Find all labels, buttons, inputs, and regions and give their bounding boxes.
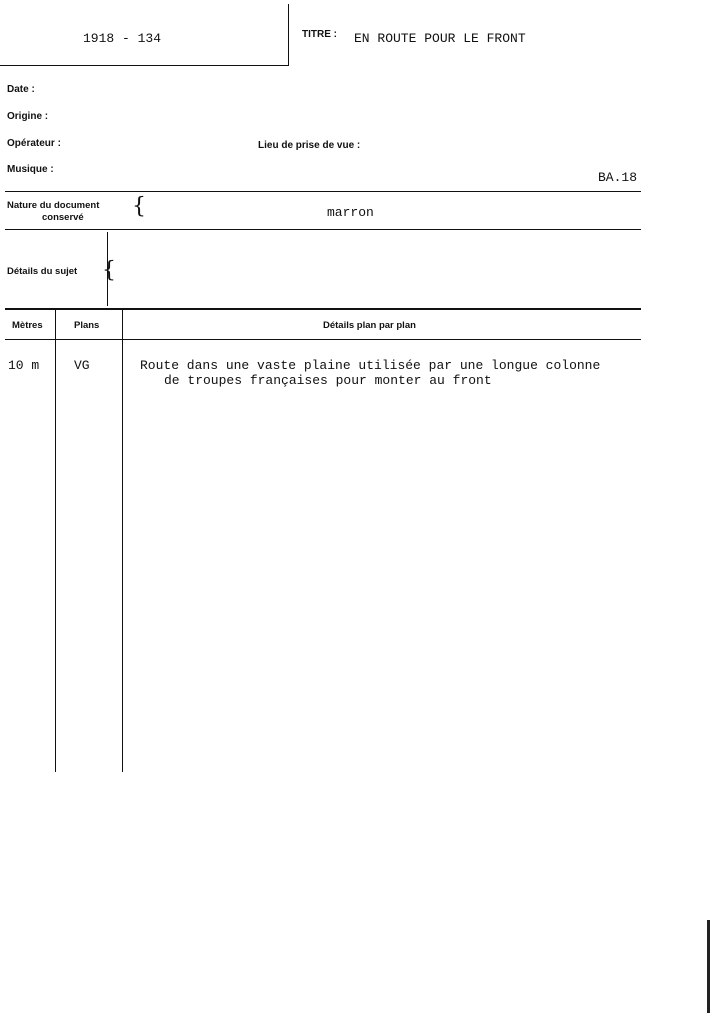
nature-value: marron bbox=[327, 205, 374, 220]
nature-label-line1: Nature du document bbox=[7, 200, 100, 211]
details-sujet-label: Détails du sujet bbox=[7, 266, 78, 277]
column-header-details: Détails plan par plan bbox=[323, 320, 416, 331]
origine-label: Origine : bbox=[7, 111, 49, 122]
table-top-border bbox=[5, 308, 641, 310]
header-box-bottom-border bbox=[0, 65, 289, 66]
table-header-bottom-border bbox=[5, 339, 641, 340]
page-edge bbox=[707, 920, 710, 1013]
nature-label-line2: conservé bbox=[42, 212, 84, 223]
titre-value: EN ROUTE POUR LE FRONT bbox=[354, 31, 526, 46]
row-details-line2: de troupes françaises pour monter au front bbox=[164, 373, 492, 388]
column-divider-plans bbox=[122, 310, 123, 772]
row-details-line1: Route dans une vaste plaine utilisée par une longue colonne bbox=[140, 358, 601, 373]
nature-bottom-border bbox=[5, 229, 641, 230]
nature-top-border bbox=[5, 191, 641, 192]
row-metres: 10 m bbox=[8, 358, 40, 373]
nature-brace: { bbox=[132, 194, 146, 219]
date-label: Date : bbox=[7, 84, 35, 95]
lieu-label: Lieu de prise de vue : bbox=[258, 140, 361, 151]
column-header-metres: Mètres bbox=[12, 320, 43, 331]
row-plans: VG bbox=[74, 358, 90, 373]
archive-code: BA.18 bbox=[598, 170, 638, 185]
titre-label: TITRE : bbox=[302, 29, 337, 40]
details-sujet-brace: { bbox=[102, 258, 116, 283]
operateur-label: Opérateur : bbox=[7, 138, 61, 149]
musique-label: Musique : bbox=[7, 164, 54, 175]
header-box-right-border bbox=[288, 4, 289, 66]
column-divider-metres bbox=[55, 310, 56, 772]
reference-number: 1918 - 134 bbox=[83, 31, 162, 46]
column-header-plans: Plans bbox=[74, 320, 100, 331]
